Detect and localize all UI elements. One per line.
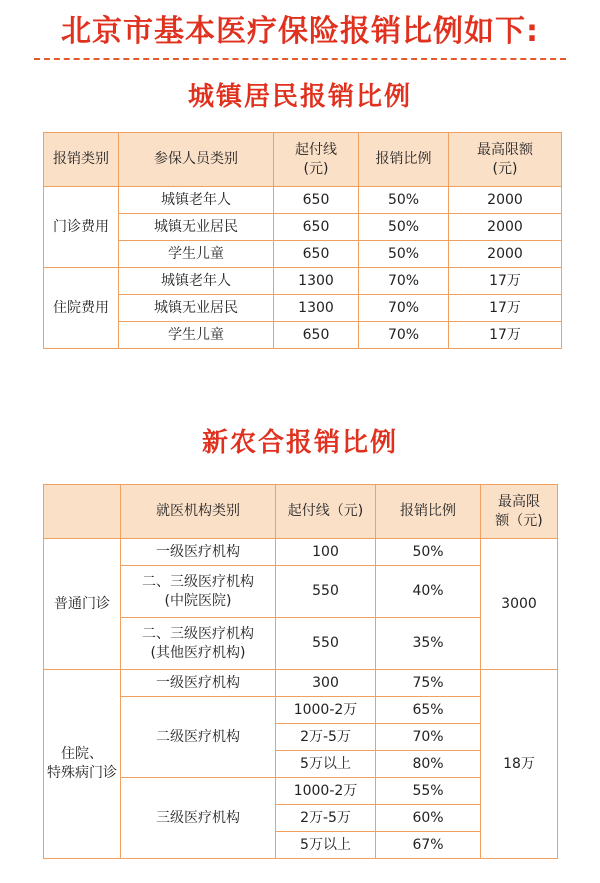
rural-section-title: 新农合报销比例 bbox=[201, 428, 398, 458]
group-label: 住院费用 bbox=[44, 268, 119, 349]
table-row bbox=[44, 322, 562, 349]
header-cell bbox=[44, 485, 121, 539]
rural-table bbox=[43, 484, 558, 859]
max-cell: 2000 bbox=[449, 241, 562, 268]
ratio-cell: 70% bbox=[359, 322, 449, 349]
threshold-cell: 300 bbox=[276, 670, 376, 697]
threshold-cell: 1300 bbox=[274, 295, 359, 322]
threshold-cell: 550 bbox=[276, 566, 376, 618]
dashed-divider bbox=[34, 58, 566, 60]
ratio-cell: 40% bbox=[376, 566, 481, 618]
header-cell: 参保人员类别 bbox=[119, 133, 274, 187]
ratio-cell: 75% bbox=[376, 670, 481, 697]
table-row bbox=[44, 241, 562, 268]
threshold-cell: 650 bbox=[274, 322, 359, 349]
category-cell: 城镇老年人 bbox=[119, 268, 274, 295]
ratio-cell: 65% bbox=[376, 697, 481, 724]
table-row bbox=[44, 214, 562, 241]
header-cell: 起付线（元) bbox=[276, 485, 376, 539]
category-cell: 学生儿童 bbox=[119, 241, 274, 268]
threshold-cell: 1000-2万 bbox=[276, 778, 376, 805]
threshold-cell: 650 bbox=[274, 241, 359, 268]
threshold-cell: 5万以上 bbox=[276, 832, 376, 859]
category-cell: 城镇老年人 bbox=[119, 187, 274, 214]
group-label: 住院、 特殊病门诊 bbox=[44, 670, 121, 859]
header-cell: 报销比例 bbox=[376, 485, 481, 539]
ratio-cell: 67% bbox=[376, 832, 481, 859]
ratio-cell: 50% bbox=[359, 187, 449, 214]
table-row bbox=[44, 670, 558, 697]
header-cell: 报销类别 bbox=[44, 133, 119, 187]
threshold-cell: 650 bbox=[274, 214, 359, 241]
table-row bbox=[44, 539, 558, 566]
threshold-cell: 650 bbox=[274, 187, 359, 214]
header-cell: 起付线 (元) bbox=[274, 133, 359, 187]
urban-header-row bbox=[44, 133, 562, 187]
category-cell: 学生儿童 bbox=[119, 322, 274, 349]
rural-header-row bbox=[44, 485, 558, 539]
ratio-cell: 50% bbox=[359, 241, 449, 268]
urban-section-title: 城镇居民报销比例 bbox=[187, 82, 412, 112]
ratio-cell: 70% bbox=[376, 724, 481, 751]
ratio-cell: 55% bbox=[376, 778, 481, 805]
ratio-cell: 50% bbox=[376, 539, 481, 566]
ratio-cell: 80% bbox=[376, 751, 481, 778]
table-row bbox=[44, 778, 558, 805]
ratio-cell: 60% bbox=[376, 805, 481, 832]
threshold-cell: 100 bbox=[276, 539, 376, 566]
header-cell: 就医机构类别 bbox=[121, 485, 276, 539]
ratio-cell: 50% bbox=[359, 214, 449, 241]
table-row bbox=[44, 295, 562, 322]
threshold-cell: 2万-5万 bbox=[276, 805, 376, 832]
group-label: 普通门诊 bbox=[44, 539, 121, 670]
table-row bbox=[44, 697, 558, 724]
table-row bbox=[44, 187, 562, 214]
institution-cell: 一级医疗机构 bbox=[121, 539, 276, 566]
institution-cell: 三级医疗机构 bbox=[121, 778, 276, 859]
threshold-cell: 5万以上 bbox=[276, 751, 376, 778]
ratio-cell: 70% bbox=[359, 295, 449, 322]
header-cell: 最高限 额（元) bbox=[481, 485, 558, 539]
max-cell: 17万 bbox=[449, 268, 562, 295]
institution-cell: 二级医疗机构 bbox=[121, 697, 276, 778]
page-title: 北京市基本医疗保险报销比例如下: bbox=[61, 14, 539, 49]
threshold-cell: 550 bbox=[276, 618, 376, 670]
urban-table bbox=[43, 132, 562, 349]
institution-cell: 二、三级医疗机构 (其他医疗机构) bbox=[121, 618, 276, 670]
table-row bbox=[44, 618, 558, 670]
group-label: 门诊费用 bbox=[44, 187, 119, 268]
institution-cell: 一级医疗机构 bbox=[121, 670, 276, 697]
header-cell: 最高限额 (元) bbox=[449, 133, 562, 187]
institution-cell: 二、三级医疗机构 (中院医院) bbox=[121, 566, 276, 618]
max-cell: 2000 bbox=[449, 187, 562, 214]
ratio-cell: 35% bbox=[376, 618, 481, 670]
table-row bbox=[44, 268, 562, 295]
max-cell: 17万 bbox=[449, 295, 562, 322]
max-cell: 2000 bbox=[449, 214, 562, 241]
max-cell: 17万 bbox=[449, 322, 562, 349]
ratio-cell: 70% bbox=[359, 268, 449, 295]
table-row bbox=[44, 566, 558, 618]
max-cell: 18万 bbox=[481, 670, 558, 859]
category-cell: 城镇无业居民 bbox=[119, 295, 274, 322]
max-cell: 3000 bbox=[481, 539, 558, 670]
header-cell: 报销比例 bbox=[359, 133, 449, 187]
category-cell: 城镇无业居民 bbox=[119, 214, 274, 241]
threshold-cell: 1300 bbox=[274, 268, 359, 295]
threshold-cell: 2万-5万 bbox=[276, 724, 376, 751]
threshold-cell: 1000-2万 bbox=[276, 697, 376, 724]
